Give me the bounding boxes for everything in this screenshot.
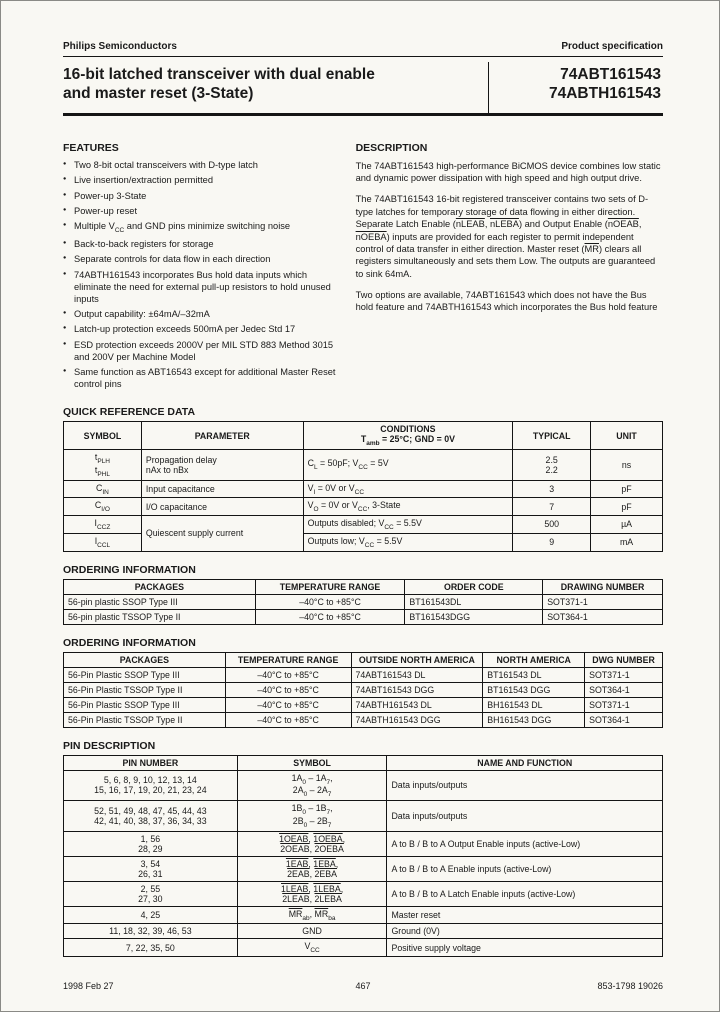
cell-symbol: $C_{I/O}$ [64,498,142,516]
cell-symbol: 1LEAB, 1LEBA, 2LEAB, 2LEBA [237,881,387,906]
feature-item: ● 74ABTH161543 incorporates Bus hold data inputs which eliminate the need for external pull-up resistors to hold unused inputs [63,270,336,306]
cell-conditions: $C_L = 50pF$; $V_{CC} = 5V$ [303,450,513,481]
ordering1-heading: ORDERING INFORMATION [63,563,196,576]
col-parameter: PARAMETER [141,422,303,450]
cell-package: 56-pin plastic TSSOP Type II [64,609,256,624]
cell-order-code: BT161543DL [405,594,543,609]
cell-pin-number: 4, 25 [64,906,238,924]
col-typical: TYPICAL [513,422,591,450]
col-name-function: NAME AND FUNCTION [387,755,663,770]
quick-reference-table [63,421,663,551]
cell-symbol: 1EAB, 1EBA, 2EAB, 2EBA [237,856,387,881]
ordering-information-table-2 [63,652,663,728]
cell-package: 56-Pin Plastic SSOP Type III [64,697,226,712]
feature-item: ● ESD protection exceeds 2000V per MIL STD 883 Method 3015 and 200V per Machine Model [63,340,336,364]
table-row [64,712,663,727]
cell-temperature: –40°C to +85°C [225,697,351,712]
feature-item: ● Multiple $V_{CC}$ and GND pins minimize switching noise [63,221,336,235]
col-drawing-number: DRAWING NUMBER [543,579,663,594]
cell-unit: mA [591,533,663,551]
cell-pin-number: 5, 6, 8, 9, 10, 12, 13, 14 15, 16, 17, 19, 20, 21, 23, 24 [64,770,238,801]
cell-typical: 3 [513,480,591,498]
col-conditions [303,422,513,450]
title-block [63,62,663,116]
cell-function: Data inputs/outputs [387,770,663,801]
features-list [63,160,336,391]
description-paragraph: The 74ABT161543 high-performance BiCMOS device combines low static and dynamic power dissipation with high speed and high output drive. [355,160,661,184]
col-outside-north-america: OUTSIDE NORTH AMERICA [351,652,483,667]
cell-temperature: –40°C to +85°C [225,682,351,697]
col-packages: PACKAGES [64,579,256,594]
cell-package: 56-Pin Plastic SSOP Type III [64,667,226,682]
cell-typical: 500 [513,516,591,534]
cell-typical: 9 [513,533,591,551]
cell-package: 56-Pin Plastic TSSOP Type II [64,682,226,697]
footer-date: 1998 Feb 27 [63,981,114,991]
cell-unit: pF [591,480,663,498]
description-heading: DESCRIPTION [355,141,428,154]
cell-outside-na: 74ABTH161543 DL [351,697,483,712]
features-heading: FEATURES [63,141,119,154]
cell-symbol: $\overline{MR}_{ab}$, $\overline{MR}_{ba}$ [237,906,387,924]
table-row [64,881,663,906]
cell-typical: 2.5 2.2 [513,450,591,481]
description-paragraph: Two options are available, 74ABT161543 which does not have the Bus hold feature and 74ABTH161543 which incorporates the Bus hold feature [355,289,658,313]
cell-unit: µA [591,516,663,534]
cell-pin-number: 52, 51, 49, 48, 47, 45, 44, 43 42, 41, 40, 38, 37, 36, 34, 33 [64,801,238,832]
cell-function: Data inputs/outputs [387,801,663,832]
footer-page-number: 467 [355,981,371,991]
cell-symbol: $1B_0 - 1B_7$, $2B_0 - 2B_7$ [237,801,387,832]
title-line-2: and master reset (3-State) [63,85,254,103]
cell-function: A to B / B to A Output Enable inputs (active-Low) [387,831,663,856]
description-paragraph: The 74ABT161543 16-bit registered transceiver contains two sets of D-type latches for temporary storage of data flowing in either direction. Separate Latch Enable (nLEAB, nLEBA) and Output Enable (nOEAB, nOEBA) inputs are provided for each register to permit independent control of data transfer in either direction. Master reset $(\overline{MR})$ clears all registers simultaneously and sets them Low. The outputs are guaranteed to sink 64mA. [355,194,656,279]
cell-symbol: $V_{CC}$ [237,939,387,957]
feature-item: ● Power-up 3-State [63,191,336,203]
conditions-line-2: $T_{amb} = 25^\circ C$; GND = 0V [360,434,455,448]
col-order-code: ORDER CODE [405,579,543,594]
feature-item: ● Power-up reset [63,206,336,218]
cell-symbol: 1OEAB, 1OEBA, 2OEAB, 2OEBA [237,831,387,856]
table-header-row [64,755,663,770]
cell-function: Master reset [387,906,663,924]
col-dwg-number: DWG NUMBER [585,652,663,667]
cell-conditions: $V_O = 0V$ or $V_{CC}$, 3-State [303,498,513,516]
cell-package: 56-Pin Plastic TSSOP Type II [64,712,226,727]
cell-drawing-number: SOT371-1 [543,594,663,609]
feature-item: ● Separate controls for data flow in each direction [63,254,336,266]
cell-temperature: –40°C to +85°C [225,712,351,727]
cell-pin-number: 3, 54 26, 31 [64,856,238,881]
table-row [64,856,663,881]
col-temperature-range: TEMPERATURE RANGE [255,579,405,594]
table-header-row [64,652,663,667]
feature-item: ● Output capability: ±64mA/–32mA [63,309,336,321]
table-row [64,682,663,697]
cell-outside-na: 74ABT161543 DGG [351,682,483,697]
col-pin-number: PIN NUMBER [64,755,238,770]
table-row [64,831,663,856]
cell-typical: 7 [513,498,591,516]
features-section [63,142,336,395]
cell-order-code: BT161543DGG [405,609,543,624]
part-number-1: 74ABT161543 [560,66,661,83]
cell-parameter: I/O capacitance [141,498,303,516]
table-row [64,770,663,801]
cell-package: 56-pin plastic SSOP Type III [64,594,256,609]
col-north-america: NORTH AMERICA [483,652,585,667]
cell-temperature: –40°C to +85°C [225,667,351,682]
pin-description-table [63,755,663,958]
publisher-name: Philips Semiconductors [63,41,177,52]
page-title [63,62,488,113]
pin-description-heading: PIN DESCRIPTION [63,739,156,752]
cell-pin-number: 2, 55 27, 30 [64,881,238,906]
cell-symbol: $I_{CCL}$ [64,533,142,551]
table-row [64,924,663,939]
table-row [64,498,663,516]
cell-na: BT161543 DL [483,667,585,682]
cell-unit: ns [591,450,663,481]
col-packages: PACKAGES [64,652,226,667]
features-description-columns [63,142,663,395]
table-row [64,939,663,957]
cell-function: A to B / B to A Enable inputs (active-Low) [387,856,663,881]
cell-pin-number: 11, 18, 32, 39, 46, 53 [64,924,238,939]
feature-item: ● Live insertion/extraction permitted [63,175,336,187]
feature-item: ● Two 8-bit octal transceivers with D-type latch [63,160,336,172]
cell-temperature: –40°C to +85°C [255,594,405,609]
cell-symbol: $I_{CCZ}$ [64,516,142,534]
cell-parameter: Input capacitance [141,480,303,498]
ordering-information-table-1 [63,579,663,625]
cell-na: BH161543 DL [483,697,585,712]
cell-dwg: SOT364-1 [585,712,663,727]
description-section [356,142,663,395]
cell-conditions: Outputs low; $V_{CC} = 5.5V$ [303,533,513,551]
cell-parameter: Propagation delay nAx to nBx [141,450,303,481]
cell-symbol: GND [237,924,387,939]
table-header-row [64,422,663,450]
cell-dwg: SOT364-1 [585,682,663,697]
cell-symbol: $1A_0 - 1A_7$, $2A_0 - 2A_7$ [237,770,387,801]
col-symbol: SYMBOL [237,755,387,770]
qrd-heading: QUICK REFERENCE DATA [63,406,196,419]
cell-function: Positive supply voltage [387,939,663,957]
cell-conditions: Outputs disabled; $V_{CC} = 5.5V$ [303,516,513,534]
cell-function: A to B / B to A Latch Enable inputs (active-Low) [387,881,663,906]
col-temperature-range: TEMPERATURE RANGE [225,652,351,667]
cell-dwg: SOT371-1 [585,667,663,682]
page-footer [63,981,663,991]
col-symbol: SYMBOL [64,422,142,450]
table-row [64,609,663,624]
spec-type-label: Product specification [561,41,663,52]
feature-item: ● Latch-up protection exceeds 500mA per Jedec Std 17 [63,324,336,336]
feature-item: ● Same function as ABT16543 except for additional Master Reset control pins [63,367,336,391]
cell-conditions: $V_I = 0V$ or $V_{CC}$ [303,480,513,498]
footer-document-code: 853-1798 19026 [597,981,663,991]
table-row [64,480,663,498]
table-row [64,516,663,534]
cell-pin-number: 7, 22, 35, 50 [64,939,238,957]
table-header-row [64,579,663,594]
cell-function: Ground (0V) [387,924,663,939]
conditions-line-1: CONDITIONS [380,424,436,435]
page-header [63,41,663,57]
feature-item: ● Back-to-back registers for storage [63,239,336,251]
title-line-1: 16-bit latched transceiver with dual enable [63,66,375,83]
table-row [64,697,663,712]
table-row [64,906,663,924]
table-row [64,801,663,832]
cell-dwg: SOT371-1 [585,697,663,712]
cell-outside-na: 74ABTH161543 DGG [351,712,483,727]
cell-na: BH161543 DGG [483,712,585,727]
cell-drawing-number: SOT364-1 [543,609,663,624]
col-unit: UNIT [591,422,663,450]
table-row [64,450,663,481]
cell-na: BT161543 DGG [483,682,585,697]
cell-parameter: Quiescent supply current [141,516,303,552]
cell-unit: pF [591,498,663,516]
table-row [64,667,663,682]
cell-outside-na: 74ABT161543 DL [351,667,483,682]
ordering2-heading: ORDERING INFORMATION [63,636,196,649]
cell-symbol: $t_{PLH}$ $t_{PHL}$ [64,450,142,481]
part-numbers [488,62,663,113]
cell-pin-number: 1, 56 28, 29 [64,831,238,856]
cell-symbol: $C_{IN}$ [64,480,142,498]
part-number-2: 74ABTH161543 [548,85,661,103]
cell-temperature: –40°C to +85°C [255,609,405,624]
table-row [64,594,663,609]
